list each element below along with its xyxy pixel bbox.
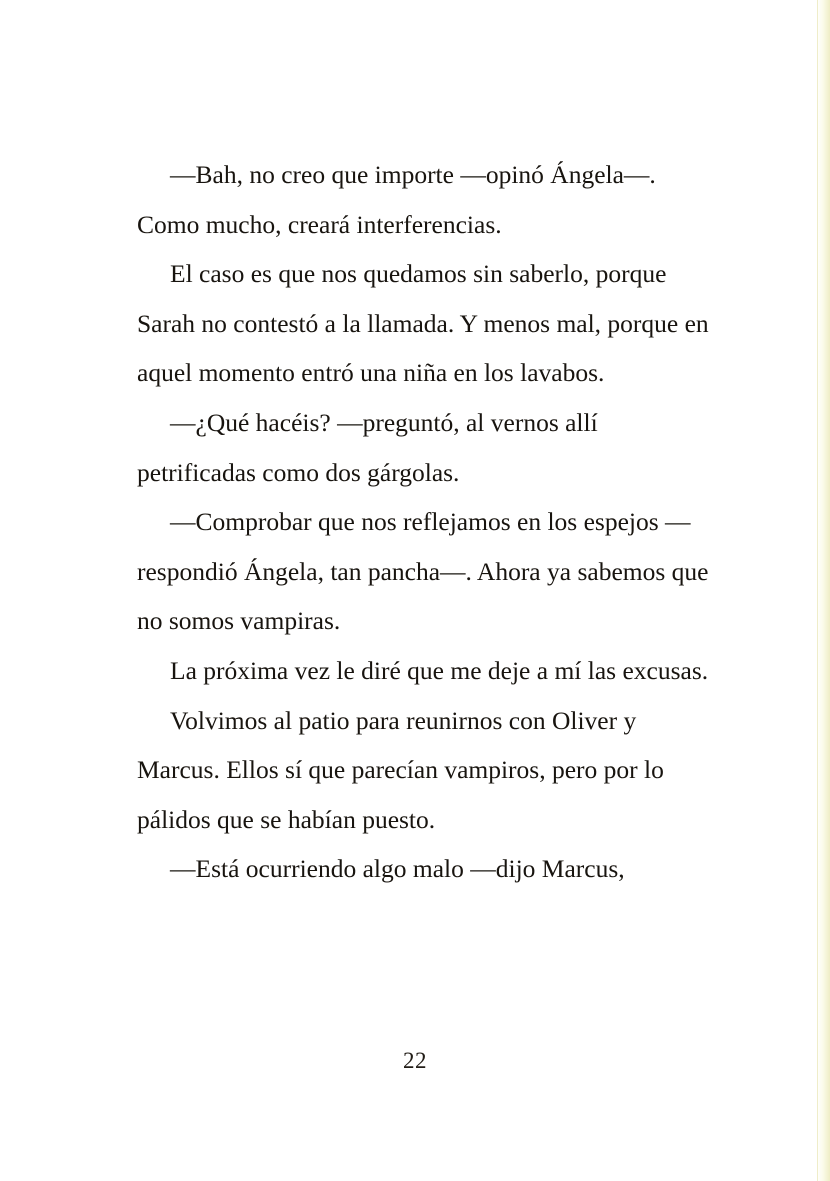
paragraph: La próxima vez le diré que me deje a mí las excusas.	[170, 655, 709, 685]
paragraph: Volvimos al patio para reunirnos con Oliver y Marcus. Ellos sí que parecían vampiros, pero por lo pálidos que se habían puesto.	[137, 705, 664, 834]
paragraph: —¿Qué hacéis? —preguntó, al vernos allí petrificadas como dos gárgolas.	[137, 407, 598, 487]
body-text-block	[137, 150, 709, 894]
paragraph: —Comprobar que nos reflejamos en los espejos —respondió Ángela, tan pancha—. Ahora ya sabemos que no somos vampiras.	[137, 507, 709, 636]
page-edge-strip	[817, 0, 830, 1181]
page-number: 22	[403, 1048, 427, 1073]
page-edge-rule	[817, 0, 818, 1181]
paragraph: —Bah, no creo que importe —opinó Ángela—. Como mucho, creará interferencias.	[137, 160, 656, 239]
paragraph: El caso es que nos quedamos sin saberlo, porque Sarah no contestó a la llamada. Y menos mal, porque en aquel momento entró una niña en los lavabos.	[137, 259, 709, 388]
paragraph: —Está ocurriendo algo malo —dijo Marcus,	[170, 854, 625, 884]
